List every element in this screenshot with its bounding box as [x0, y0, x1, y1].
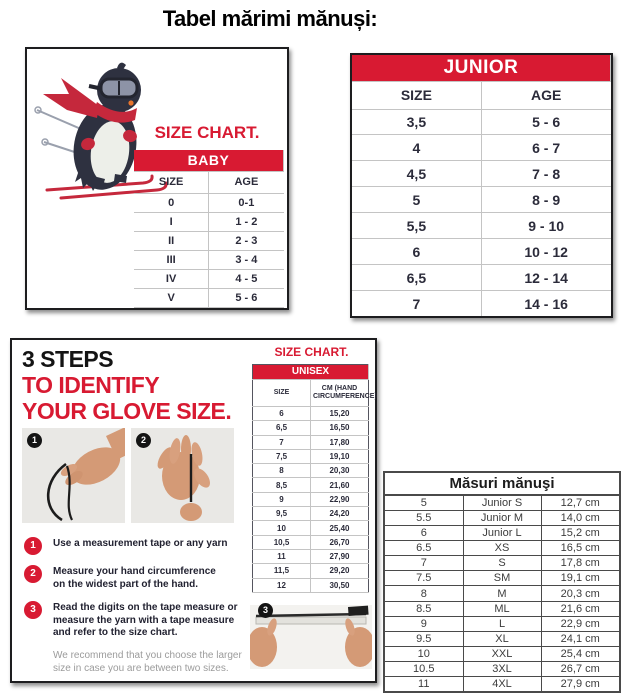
table-row: [385, 661, 619, 676]
table-cell: III: [134, 250, 209, 269]
table-row: [134, 250, 284, 269]
unisex-size-chart-label: SIZE CHART.: [274, 345, 349, 359]
table-cell: 25,40: [311, 521, 369, 535]
unisex-size-column: [252, 343, 377, 669]
table-row: [385, 556, 619, 571]
table-row: [385, 616, 619, 631]
table-cell: Junior L: [463, 526, 541, 541]
step-3-badge: 3: [24, 601, 42, 619]
masuri-manusi-panel: [383, 471, 621, 693]
table-row: [352, 135, 611, 161]
table-cell: 24,1 cm: [541, 631, 619, 646]
step-2-text-line2: on the widest part of the hand.: [53, 578, 198, 590]
table-row: [352, 187, 611, 213]
table-row: [385, 646, 619, 661]
table-cell: Junior S: [463, 495, 541, 511]
step-1-text: Use a measurement tape or any yarn: [53, 538, 228, 549]
table-cell: Junior M: [463, 511, 541, 526]
table-cell: 19,1 cm: [541, 571, 619, 586]
table-cell: 6: [253, 407, 311, 421]
table-row: [385, 541, 619, 556]
table-cell: 25,4 cm: [541, 646, 619, 661]
table-row: [253, 564, 369, 578]
step-2-text-line1: Measure your hand circumference: [53, 566, 216, 577]
table-cell: 22,90: [311, 492, 369, 506]
step-3: [24, 600, 244, 640]
table-cell: 26,7 cm: [541, 661, 619, 676]
table-cell: 3 - 4: [209, 250, 284, 269]
table-row: [253, 464, 369, 478]
table-cell: 9 - 10: [481, 213, 610, 239]
note-line2: size in case you are between two sizes.: [53, 662, 229, 674]
table-row: [253, 578, 369, 592]
junior-size-panel: [350, 53, 613, 318]
table-cell: 15,20: [311, 407, 369, 421]
baby-col-size: SIZE: [134, 171, 209, 193]
table-cell: XXL: [463, 646, 541, 661]
table-cell: 7: [352, 291, 481, 316]
table-cell: 9: [253, 492, 311, 506]
table-row: [134, 269, 284, 288]
table-cell: 14 - 16: [524, 295, 568, 312]
table-row: [385, 526, 619, 541]
steps-heading: [22, 346, 231, 424]
table-cell: 27,90: [311, 549, 369, 563]
table-row: [385, 601, 619, 616]
table-row: [385, 495, 619, 511]
table-cell: 6: [385, 526, 463, 541]
photo-badge-3: 3: [258, 603, 273, 618]
table-cell: I: [134, 212, 209, 231]
table-cell: 20,30: [311, 464, 369, 478]
table-row: [253, 507, 369, 521]
table-row: [352, 213, 611, 239]
table-cell: 7.5: [385, 571, 463, 586]
step-2-badge: 2: [24, 565, 42, 583]
table-cell: II: [134, 231, 209, 250]
table-cell: 5,5: [352, 213, 481, 239]
table-cell: 5 - 6: [481, 109, 610, 135]
table-cell: 12 - 14: [481, 265, 610, 291]
table-cell: 10,5: [253, 535, 311, 549]
table-cell: 29,20: [311, 564, 369, 578]
table-row: [134, 193, 284, 212]
table-cell: 16,50: [311, 421, 369, 435]
ruler-photo-wrap: [252, 605, 371, 669]
page-title: Tabel mărimi mănuși:: [162, 6, 378, 31]
table-cell: 5: [352, 187, 481, 213]
table-cell: 10 - 12: [481, 239, 610, 265]
table-row: [352, 109, 611, 135]
size-recommendation-note: [53, 649, 244, 675]
table-row: [352, 161, 611, 187]
step-photo-measure-hand: [131, 428, 234, 523]
table-cell: 0: [134, 193, 209, 212]
table-row: [253, 492, 369, 506]
table-cell: 8: [385, 586, 463, 601]
table-cell: XS: [463, 541, 541, 556]
table-cell: 20,3 cm: [541, 586, 619, 601]
table-cell: 12,7 cm: [541, 495, 619, 511]
table-cell: 5.5: [385, 511, 463, 526]
step-1-badge: 1: [24, 537, 42, 555]
table-cell: 8.5: [385, 601, 463, 616]
table-row: [352, 239, 611, 265]
baby-table-title: BABY: [134, 150, 284, 171]
table-row: [134, 212, 284, 231]
instruction-photos: [22, 428, 234, 523]
photo-badge-2: 2: [136, 433, 151, 448]
table-row: [352, 265, 611, 291]
table-row: [134, 288, 284, 307]
table-row: [385, 676, 619, 691]
table-cell: 9: [385, 616, 463, 631]
baby-size-chart-label: SIZE CHART.: [154, 123, 260, 142]
step-2: [24, 564, 244, 591]
table-cell: 14,0 cm: [541, 511, 619, 526]
table-cell: 7: [253, 435, 311, 449]
table-cell: 7: [385, 556, 463, 571]
table-cell: 24,20: [311, 507, 369, 521]
table-cell: IV: [134, 269, 209, 288]
table-cell: 17,8 cm: [541, 556, 619, 571]
junior-col-size: SIZE: [352, 81, 481, 109]
table-cell: 12: [253, 578, 311, 592]
table-cell: 19,10: [311, 449, 369, 463]
table-cell: 6 - 7: [481, 135, 610, 161]
table-row: [253, 549, 369, 563]
table-row: [352, 291, 611, 316]
table-cell: 0-1: [209, 193, 284, 212]
unisex-table-title: UNISEX: [253, 365, 369, 380]
baby-col-age: AGE: [209, 171, 284, 193]
baby-size-table: [134, 150, 284, 308]
table-cell: 8,5: [253, 478, 311, 492]
steps-heading-line3: YOUR GLOVE SIZE.: [22, 398, 232, 424]
baby-size-panel: [25, 47, 289, 310]
table-row: [385, 511, 619, 526]
table-cell: 11: [385, 676, 463, 691]
table-cell: 1 - 2: [209, 212, 284, 231]
three-steps-panel: [10, 338, 377, 683]
table-row: [134, 231, 284, 250]
table-cell: 6,5: [352, 265, 481, 291]
table-cell: 5: [385, 495, 463, 511]
table-row: [253, 435, 369, 449]
table-cell: ML: [463, 601, 541, 616]
table-cell: 8: [253, 464, 311, 478]
table-cell: 5 - 6: [209, 288, 284, 307]
unisex-col-size: SIZE: [253, 380, 311, 407]
table-cell: 8 - 9: [481, 187, 610, 213]
step-photo-yarn: [22, 428, 125, 523]
junior-col-age: AGE: [481, 81, 610, 109]
table-cell: 21,6 cm: [541, 601, 619, 616]
table-cell: V: [134, 288, 209, 307]
table-cell: 22,9 cm: [541, 616, 619, 631]
step-3-text-line1: Read the digits on the tape measure or: [53, 602, 238, 613]
steps-heading-line2: TO IDENTIFY: [22, 372, 160, 398]
table-cell: 17,80: [311, 435, 369, 449]
steps-heading-line1: 3 STEPS: [22, 346, 114, 372]
step-3-text-line2: measure the yarn with a tape measure: [53, 614, 235, 626]
table-cell: 3XL: [463, 661, 541, 676]
masuri-size-table: [385, 473, 619, 691]
table-row: [253, 407, 369, 421]
table-cell: 6.5: [385, 541, 463, 556]
table-cell: 30,50: [311, 578, 369, 592]
masuri-table-title: Măsuri mănuşi: [385, 473, 619, 495]
table-cell: 3,5: [352, 109, 481, 135]
note-line1: We recommend that you choose the larger: [53, 649, 242, 661]
table-cell: 21,60: [311, 478, 369, 492]
table-row: [385, 631, 619, 646]
table-row: [253, 449, 369, 463]
table-cell: 10.5: [385, 661, 463, 676]
table-row: [253, 478, 369, 492]
table-cell: 10: [253, 521, 311, 535]
table-row: [385, 586, 619, 601]
table-cell: S: [463, 556, 541, 571]
unisex-col-cm: CM (HAND CIRCUMFERENCE): [311, 380, 369, 407]
table-cell: 27,9 cm: [541, 676, 619, 691]
unisex-size-table: [252, 364, 377, 593]
junior-table-title: JUNIOR: [352, 55, 611, 81]
step-3-text-line3: and refer to the size chart.: [53, 627, 178, 638]
table-cell: 26,70: [311, 535, 369, 549]
table-cell: 11,5: [253, 564, 311, 578]
table-cell: SM: [463, 571, 541, 586]
table-cell: 6: [352, 239, 481, 265]
table-cell: 9,5: [253, 507, 311, 521]
step-1: [24, 536, 244, 555]
table-cell: 10: [385, 646, 463, 661]
table-cell: 11: [253, 549, 311, 563]
table-cell: 4 - 5: [209, 269, 284, 288]
table-row: [385, 571, 619, 586]
table-cell: 7 - 8: [481, 161, 610, 187]
table-cell: 4: [352, 135, 481, 161]
table-cell: 4XL: [463, 676, 541, 691]
table-cell: 16,5 cm: [541, 541, 619, 556]
table-cell: 6,5: [253, 421, 311, 435]
photo-badge-1: 1: [27, 433, 42, 448]
table-cell: 2 - 3: [209, 231, 284, 250]
table-cell: L: [463, 616, 541, 631]
junior-size-table: [352, 55, 611, 316]
table-row: [253, 535, 369, 549]
table-cell: 4,5: [352, 161, 481, 187]
table-cell: 15,2 cm: [541, 526, 619, 541]
table-row: [253, 521, 369, 535]
table-row: [253, 421, 369, 435]
table-cell: XL: [463, 631, 541, 646]
table-cell: M: [463, 586, 541, 601]
table-cell: 7,5: [253, 449, 311, 463]
steps-list: [24, 536, 244, 675]
table-cell: 9.5: [385, 631, 463, 646]
